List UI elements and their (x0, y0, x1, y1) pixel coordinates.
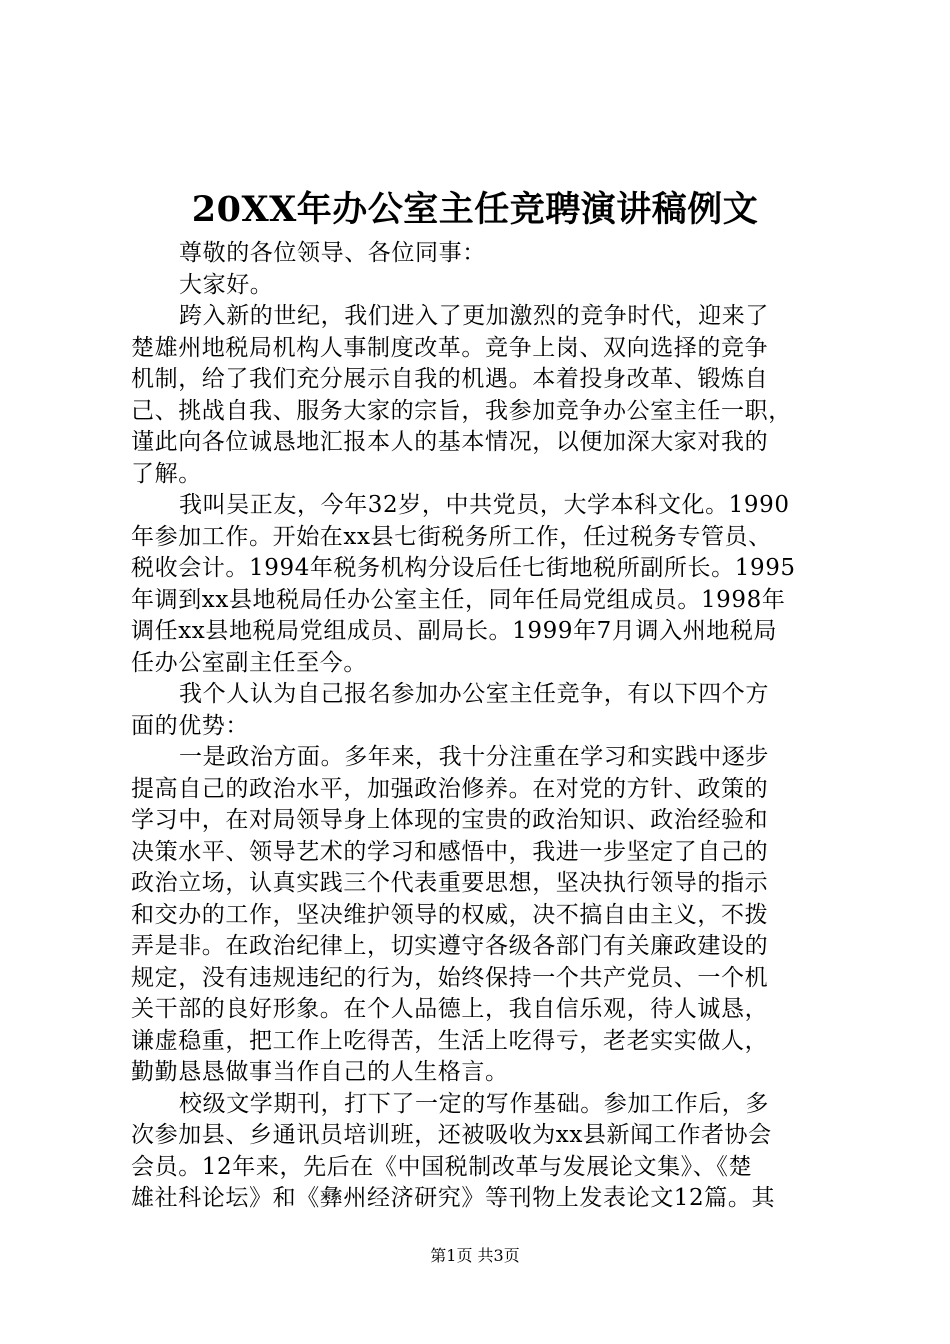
paragraph-line: 学习中，在对局领导身上体现的宝贵的政治知识、政治经验和 (131, 807, 769, 833)
document-body (131, 238, 831, 1215)
paragraph-line: 了解。 (131, 460, 202, 487)
paragraph-line: 政治立场，认真实践三个代表重要思想，坚决执行领导的指示 (131, 870, 769, 896)
paragraph-line: 任办公室副主任至今。 (131, 649, 367, 676)
paragraph-line: 勤勤恳恳做事当作自己的人生格言。 (131, 1059, 509, 1085)
paragraph-line: 和交办的工作，坚决维护领导的权威，决不搞自由主义，不拨 (131, 901, 769, 928)
paragraph-line: 关干部的良好形象。在个人品德上，我自信乐观，待人诚恳， (131, 996, 769, 1022)
paragraph-line: 会员。12年来，先后在《中国税制改革与发展论文集》、《楚 (131, 1153, 753, 1180)
paragraph-line: 决策水平、领导艺术的学习和感悟中，我进一步坚定了自己的 (131, 838, 769, 865)
page-number-footer: 第1页 共3页 (430, 1246, 520, 1265)
paragraph-line: 校级文学期刊，打下了一定的写作基础。参加工作后，多 (179, 1090, 769, 1117)
paragraph-line: 楚雄州地税局机构人事制度改革。竞争上岗、双向选择的竞争 (131, 334, 769, 361)
paragraph-line: 规定，没有违规违纪的行为，始终保持一个共产党员、一个机 (131, 964, 769, 991)
paragraph-line: 跨入新的世纪，我们进入了更加激烈的竞争时代，迎来了 (179, 303, 769, 329)
paragraph-line: 调任xx县地税局党组成员、副局长。1999年7月调入州地税局 (131, 618, 778, 644)
salutation-line: 尊敬的各位领导、各位同事： (179, 240, 486, 266)
paragraph-line: 雄社科论坛》和《彝州经济研究》等刊物上发表论文12篇。其 (131, 1185, 776, 1211)
paragraph-line: 年参加工作。开始在xx县七街税务所工作，任过税务专管员、 (131, 523, 772, 550)
paragraph-line: 年调到xx县地税局任办公室主任，同年任局党组成员。1998年 (131, 586, 786, 613)
paragraph-line: 己、挑战自我、服务大家的宗旨，我参加竞争办公室主任一职， (131, 397, 792, 424)
paragraph-line: 税收会计。1994年税务机构分设后任七街地税所副所长。1995 (131, 555, 796, 581)
paragraph-line: 面的优势： (131, 712, 249, 739)
paragraph-line: 次参加县、乡通讯员培训班，还被吸收为xx县新闻工作者协会 (131, 1122, 772, 1148)
paragraph-line: 提高自己的政治水平，加强政治修养。在对党的方针、政策的 (131, 775, 769, 802)
paragraph-line: 谦虚稳重，把工作上吃得苦，生活上吃得亏，老老实实做人， (131, 1027, 769, 1054)
paragraph-line: 弄是非。在政治纪律上，切实遵守各级各部门有关廉政建设的 (131, 933, 769, 959)
paragraph-line: 我个人认为自己报名参加办公室主任竞争，有以下四个方 (179, 681, 769, 707)
paragraph-line: 我叫吴正友，今年32岁，中共党员，大学本科文化。1990 (179, 492, 790, 518)
paragraph-line: 一是政治方面。多年来，我十分注重在学习和实践中逐步 (179, 744, 769, 770)
document-title: 20XX年办公室主任竞聘演讲稿例文 (191, 189, 759, 230)
paragraph-line: 机制，给了我们充分展示自我的机遇。本着投身改革、锻炼自 (131, 366, 769, 392)
greeting-line: 大家好。 (179, 271, 274, 298)
paragraph-line: 谨此向各位诚恳地汇报本人的基本情况，以便加深大家对我的 (131, 429, 769, 455)
